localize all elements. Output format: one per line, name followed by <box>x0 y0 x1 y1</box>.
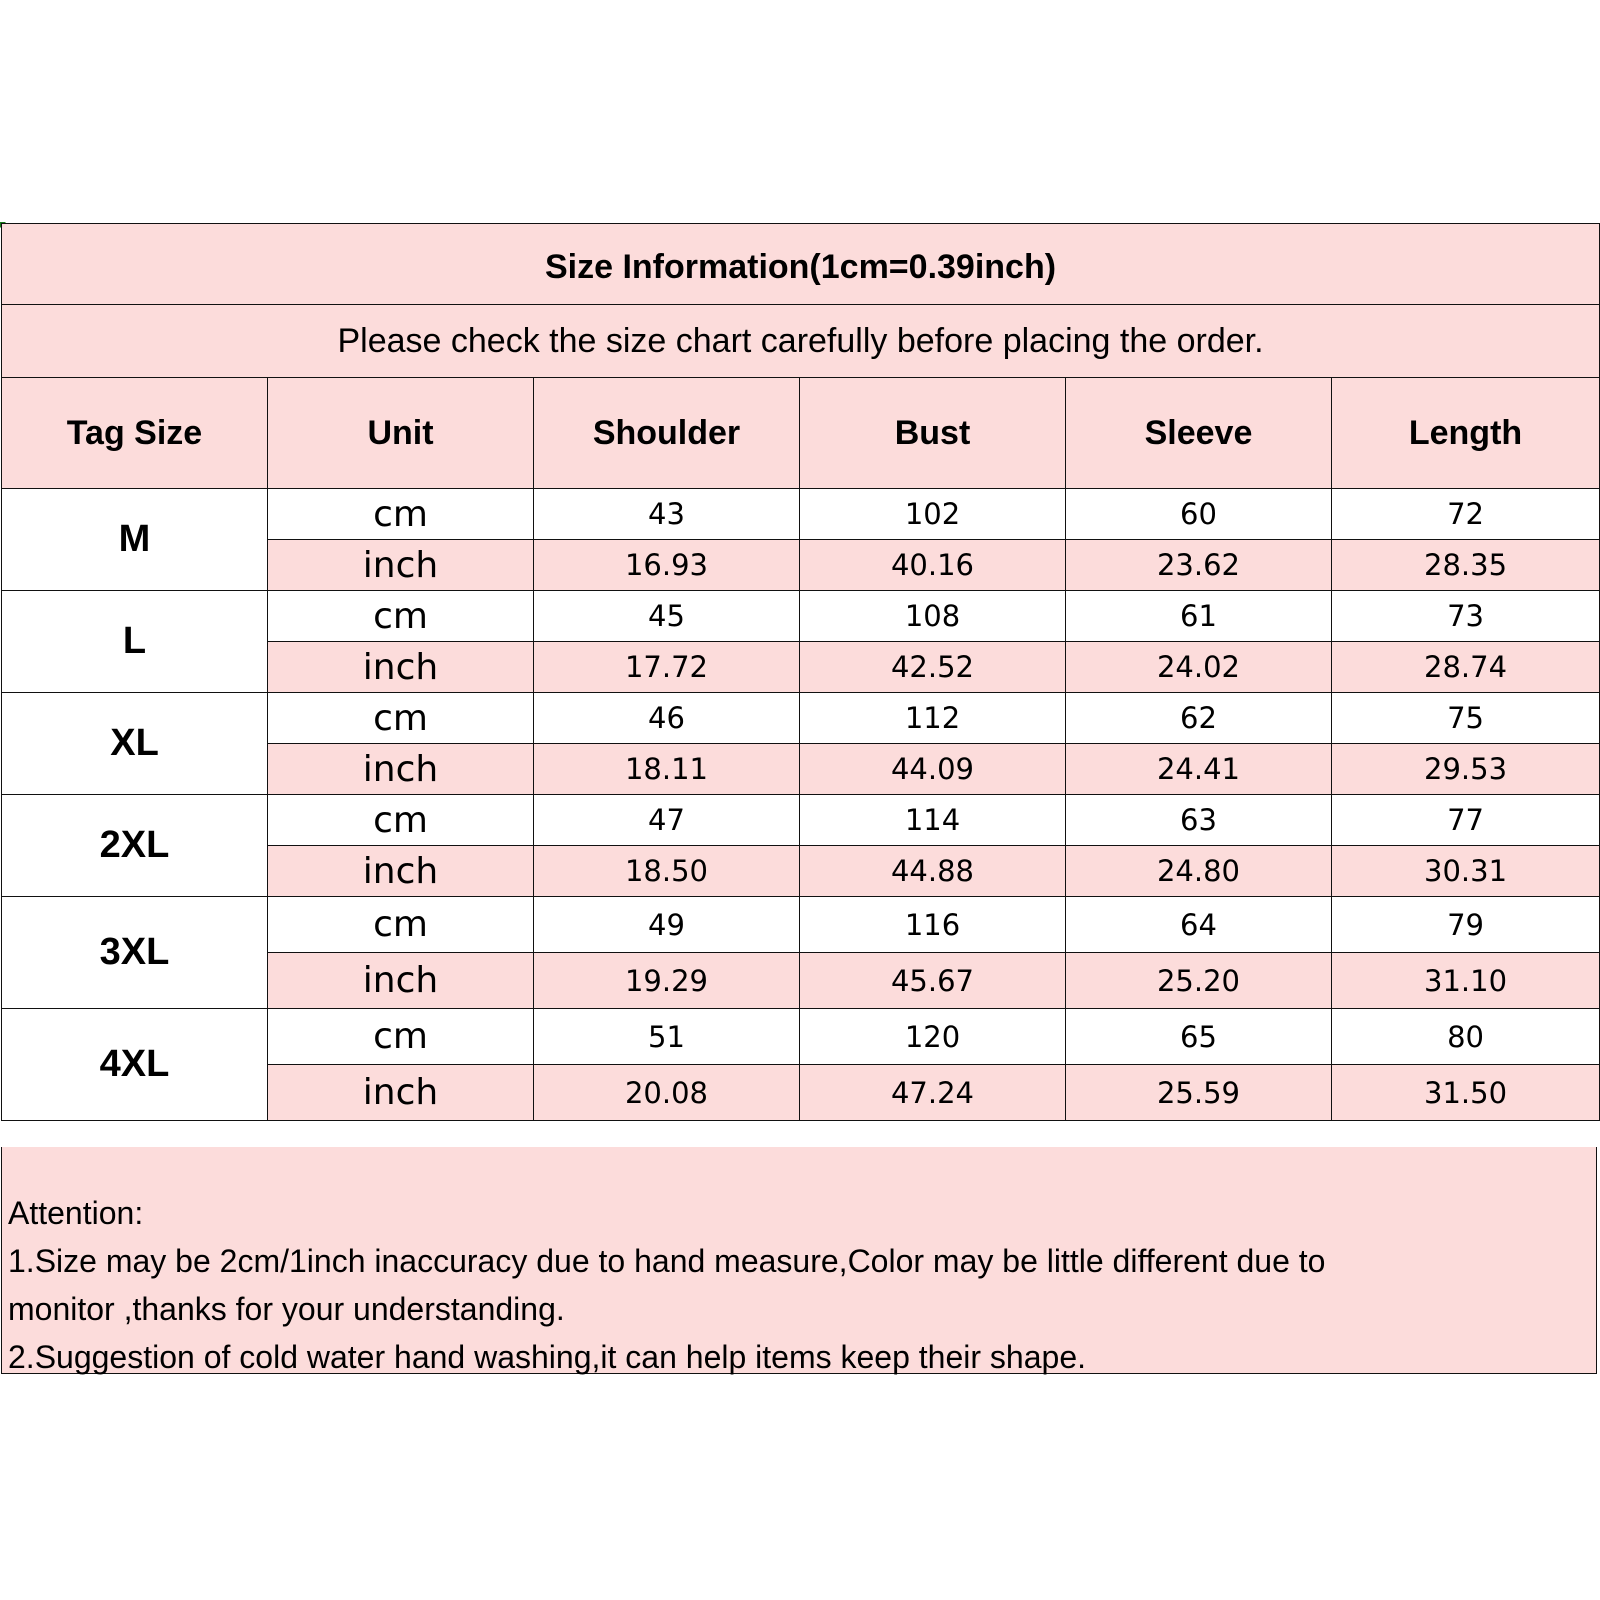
table-row <box>2 897 1600 953</box>
sleeve-cell: 63 <box>1066 795 1332 846</box>
unit-cell: cm <box>268 693 534 744</box>
notes-line: 2.Suggestion of cold water hand washing,it can help items keep their shape. <box>8 1339 1086 1375</box>
unit-cell: cm <box>268 489 534 540</box>
tag-size-cell: M <box>2 489 268 591</box>
tag-size-cell: 2XL <box>2 795 268 897</box>
length-cell: 28.35 <box>1332 540 1600 591</box>
unit-cell: cm <box>268 795 534 846</box>
notes-line: 1.Size may be 2cm/1inch inaccuracy due to hand measure,Color may be little different due to <box>8 1243 1326 1279</box>
unit-cell: cm <box>268 1009 534 1065</box>
sleeve-cell: 64 <box>1066 897 1332 953</box>
tag-size-cell: 3XL <box>2 897 268 1009</box>
sleeve-cell: 24.80 <box>1066 846 1332 897</box>
tag-size-cell: L <box>2 591 268 693</box>
notes-heading: Attention: <box>8 1195 144 1231</box>
tag-size-cell: 4XL <box>2 1009 268 1121</box>
size-chart <box>1 223 1599 1121</box>
shoulder-cell: 49 <box>534 897 800 953</box>
shoulder-cell: 16.93 <box>534 540 800 591</box>
length-cell: 30.31 <box>1332 846 1600 897</box>
length-cell: 29.53 <box>1332 744 1600 795</box>
sleeve-cell: 24.02 <box>1066 642 1332 693</box>
header-tag-size: Tag Size <box>2 378 268 489</box>
bust-cell: 44.09 <box>800 744 1066 795</box>
length-cell: 75 <box>1332 693 1600 744</box>
unit-cell: cm <box>268 897 534 953</box>
bust-cell: 102 <box>800 489 1066 540</box>
header-unit: Unit <box>268 378 534 489</box>
bust-cell: 116 <box>800 897 1066 953</box>
shoulder-cell: 47 <box>534 795 800 846</box>
sleeve-cell: 25.20 <box>1066 953 1332 1009</box>
bust-cell: 47.24 <box>800 1065 1066 1121</box>
length-cell: 28.74 <box>1332 642 1600 693</box>
bust-cell: 44.88 <box>800 846 1066 897</box>
tag-size-cell: XL <box>2 693 268 795</box>
table-row <box>2 591 1600 642</box>
sleeve-cell: 25.59 <box>1066 1065 1332 1121</box>
unit-cell: inch <box>268 953 534 1009</box>
shoulder-cell: 17.72 <box>534 642 800 693</box>
length-cell: 31.10 <box>1332 953 1600 1009</box>
length-cell: 72 <box>1332 489 1600 540</box>
notes-line: monitor ,thanks for your understanding. <box>8 1291 565 1327</box>
length-cell: 80 <box>1332 1009 1600 1065</box>
shoulder-cell: 46 <box>534 693 800 744</box>
unit-cell: cm <box>268 591 534 642</box>
header-row <box>2 378 1600 489</box>
shoulder-cell: 19.29 <box>534 953 800 1009</box>
table-row <box>2 1009 1600 1065</box>
table-row <box>2 489 1600 540</box>
shoulder-cell: 20.08 <box>534 1065 800 1121</box>
sleeve-cell: 24.41 <box>1066 744 1332 795</box>
table-row <box>2 795 1600 846</box>
shoulder-cell: 43 <box>534 489 800 540</box>
bust-cell: 42.52 <box>800 642 1066 693</box>
size-table <box>1 223 1600 1121</box>
table-row <box>2 693 1600 744</box>
length-cell: 73 <box>1332 591 1600 642</box>
header-bust: Bust <box>800 378 1066 489</box>
sleeve-cell: 65 <box>1066 1009 1332 1065</box>
sleeve-cell: 60 <box>1066 489 1332 540</box>
sleeve-cell: 62 <box>1066 693 1332 744</box>
shoulder-cell: 51 <box>534 1009 800 1065</box>
sleeve-cell: 61 <box>1066 591 1332 642</box>
table-subtitle: Please check the size chart carefully before placing the order. <box>2 305 1600 378</box>
length-cell: 79 <box>1332 897 1600 953</box>
bust-cell: 45.67 <box>800 953 1066 1009</box>
unit-cell: inch <box>268 642 534 693</box>
header-length: Length <box>1332 378 1600 489</box>
header-sleeve: Sleeve <box>1066 378 1332 489</box>
unit-cell: inch <box>268 744 534 795</box>
bust-cell: 108 <box>800 591 1066 642</box>
bust-cell: 114 <box>800 795 1066 846</box>
shoulder-cell: 18.11 <box>534 744 800 795</box>
bust-cell: 112 <box>800 693 1066 744</box>
bust-cell: 120 <box>800 1009 1066 1065</box>
unit-cell: inch <box>268 846 534 897</box>
attention-notes <box>1 1147 1597 1374</box>
length-cell: 31.50 <box>1332 1065 1600 1121</box>
shoulder-cell: 18.50 <box>534 846 800 897</box>
bust-cell: 40.16 <box>800 540 1066 591</box>
header-shoulder: Shoulder <box>534 378 800 489</box>
sleeve-cell: 23.62 <box>1066 540 1332 591</box>
shoulder-cell: 45 <box>534 591 800 642</box>
unit-cell: inch <box>268 540 534 591</box>
unit-cell: inch <box>268 1065 534 1121</box>
length-cell: 77 <box>1332 795 1600 846</box>
table-title: Size Information(1cm=0.39inch) <box>2 224 1600 305</box>
